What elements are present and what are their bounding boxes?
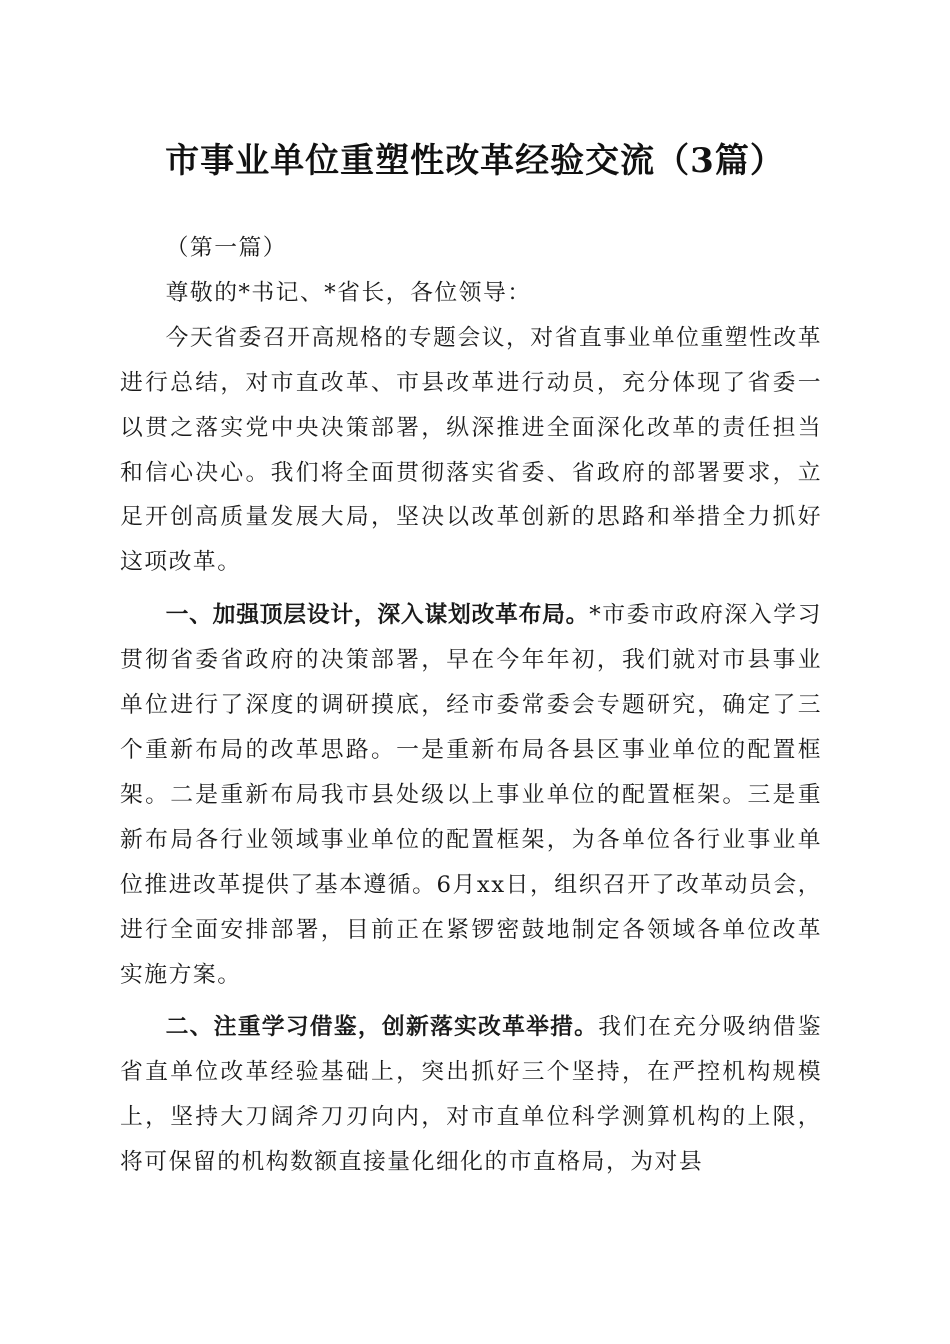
document-title: 市事业单位重塑性改革经验交流（3篇） <box>165 141 785 181</box>
intro-paragraph: 今天省委召开高规格的专题会议，对省直事业单位重塑性改革进行总结，对市直改革、市县改革进行动员，充分体现了省委一以贯之落实党中央决策部署，纵深推进全面深化改革的责任担当和信心决心。我们将全面贯彻落实省委、省政府的部署要求，立足开创高质量发展大局，坚决以改革创新的思路和举措全力抓好这项改革。 <box>120 324 822 576</box>
section-heading-1: 一、加强顶层设计，深入谋划改革布局。 <box>165 602 590 629</box>
salutation: 尊敬的*书记、*省长，各位领导： <box>165 279 532 306</box>
section-paragraph-2 <box>120 1005 822 1185</box>
section-text-1: *市委市政府深入学习贯彻省委省政府的决策部署，早在今年年初，我们就对市县事业单位进行了深度的调研摸底，经市委常委会专题研究，确定了三个重新布局的改革思路。一是重新布局各县区事业单位的配置框架。二是重新布局我市县处级以上事业单位的配置框架。三是重新布局各行业领域事业单位的配置框架，为各单位各行业事业单位推进改革提供了基本遵循。6月xx日，组织召开了改革动员会，进行全面安排部署，目前正在紧锣密鼓地制定各领域各单位改革实施方案。 <box>120 602 822 988</box>
section-heading-2: 二、注重学习借鉴，创新落实改革举措。 <box>165 1014 599 1041</box>
document-body <box>120 226 822 1185</box>
section-marker: （第一篇） <box>165 235 288 261</box>
section-text-2: 我们在充分吸纳借鉴省直单位改革经验基础上，突出抓好三个坚持，在严控机构规模上，坚持大刀阔斧刀刃向内，对市直单位科学测算机构的上限，将可保留的机构数额直接量化细化的市直格局，为对县 <box>120 1014 822 1176</box>
section-paragraph-1 <box>120 593 822 997</box>
